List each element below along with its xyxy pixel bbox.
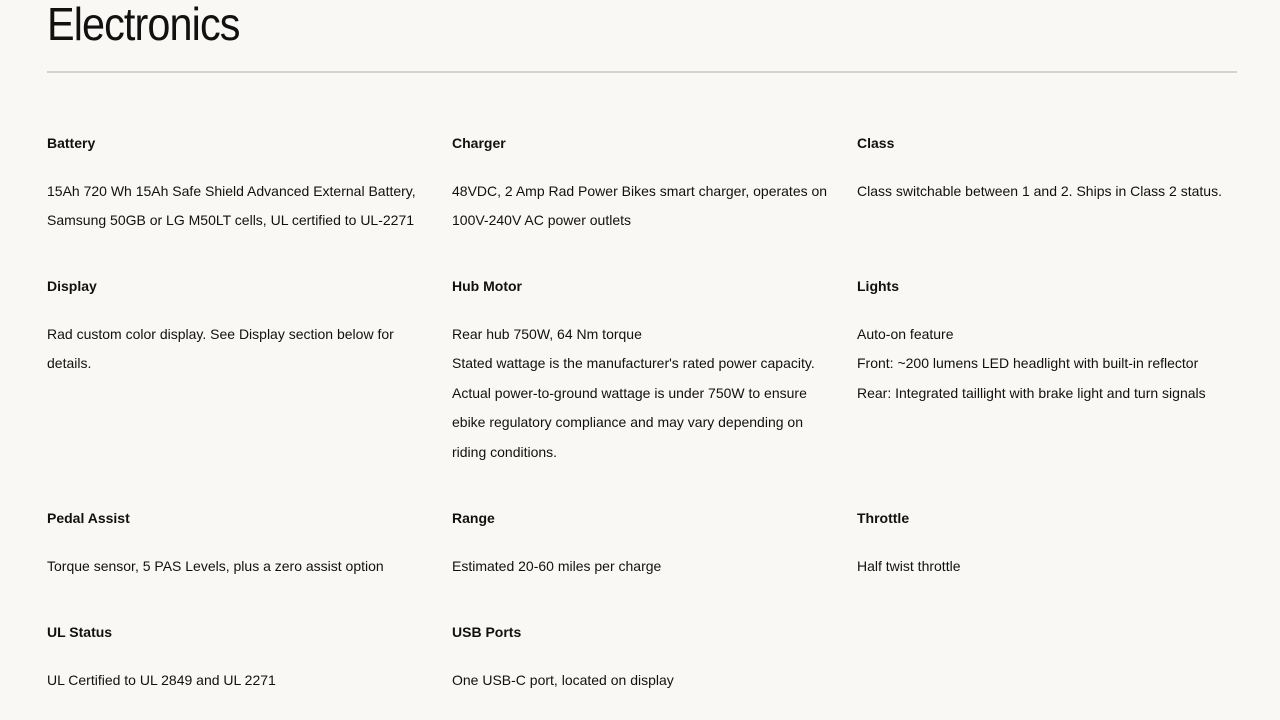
spec-lights xyxy=(857,276,1237,408)
spec-value xyxy=(857,320,1237,408)
spec-value xyxy=(47,320,427,379)
spec-ul-status xyxy=(47,622,427,695)
spec-value-line: Half twist throttle xyxy=(857,558,961,574)
spec-value xyxy=(452,177,832,236)
spec-value xyxy=(452,320,832,467)
section-title: Electronics xyxy=(47,0,240,50)
spec-value xyxy=(857,177,1237,206)
spec-value xyxy=(47,177,427,236)
spec-value-line: Torque sensor, 5 PAS Levels, plus a zero assist option xyxy=(47,558,384,574)
spec-display xyxy=(47,276,427,379)
spec-label: Hub Motor xyxy=(452,278,522,294)
spec-value-line: Rear hub 750W, 64 Nm torque xyxy=(452,326,642,342)
spec-value xyxy=(47,552,427,581)
spec-value-line: Auto-on feature xyxy=(857,326,954,342)
spec-value-line: One USB-C port, located on display xyxy=(452,672,674,688)
spec-label: UL Status xyxy=(47,624,113,640)
spec-value-line: Class switchable between 1 and 2. Ships in Class 2 status. xyxy=(857,183,1222,199)
spec-label: Charger xyxy=(452,135,506,151)
spec-range xyxy=(452,508,832,581)
spec-label: Throttle xyxy=(857,510,910,526)
spec-hub-motor xyxy=(452,276,832,467)
spec-value-line: 48VDC, 2 Amp Rad Power Bikes smart charger, operates on 100V-240V AC power outlets xyxy=(452,183,828,229)
spec-value xyxy=(47,666,427,695)
spec-label: Pedal Assist xyxy=(47,510,130,526)
spec-pedal-assist xyxy=(47,508,427,581)
spec-value xyxy=(452,552,832,581)
spec-value xyxy=(857,552,1237,581)
spec-value-line: Stated wattage is the manufacturer's rated power capacity. Actual power-to-ground wattage is under 750W to ensure ebike regulatory compliance and may vary depending on riding conditions. xyxy=(452,355,815,460)
spec-label: Range xyxy=(452,510,495,526)
spec-throttle xyxy=(857,508,1237,581)
spec-label: Lights xyxy=(857,278,899,294)
spec-value-line: 15Ah 720 Wh 15Ah Safe Shield Advanced External Battery, Samsung 50GB or LG M50LT cells, UL certified to UL-2271 xyxy=(47,183,416,229)
spec-value-line: Front: ~200 lumens LED headlight with built-in reflector xyxy=(857,355,1199,372)
spec-value-line: Rear: Integrated taillight with brake light and turn signals xyxy=(857,384,1206,401)
spec-charger xyxy=(452,133,832,236)
spec-value-line: Rad custom color display. See Display section below for details. xyxy=(47,326,394,372)
spec-battery xyxy=(47,133,427,236)
section-divider xyxy=(47,71,1237,73)
spec-label: Class xyxy=(857,135,895,151)
spec-value-line: UL Certified to UL 2849 and UL 2271 xyxy=(47,672,276,688)
spec-usb-ports xyxy=(452,622,832,695)
spec-label: USB Ports xyxy=(452,624,522,640)
spec-label: Battery xyxy=(47,135,96,151)
spec-class xyxy=(857,133,1237,206)
spec-value-line: Estimated 20-60 miles per charge xyxy=(452,558,662,574)
spec-value xyxy=(452,666,832,695)
spec-label: Display xyxy=(47,278,97,294)
